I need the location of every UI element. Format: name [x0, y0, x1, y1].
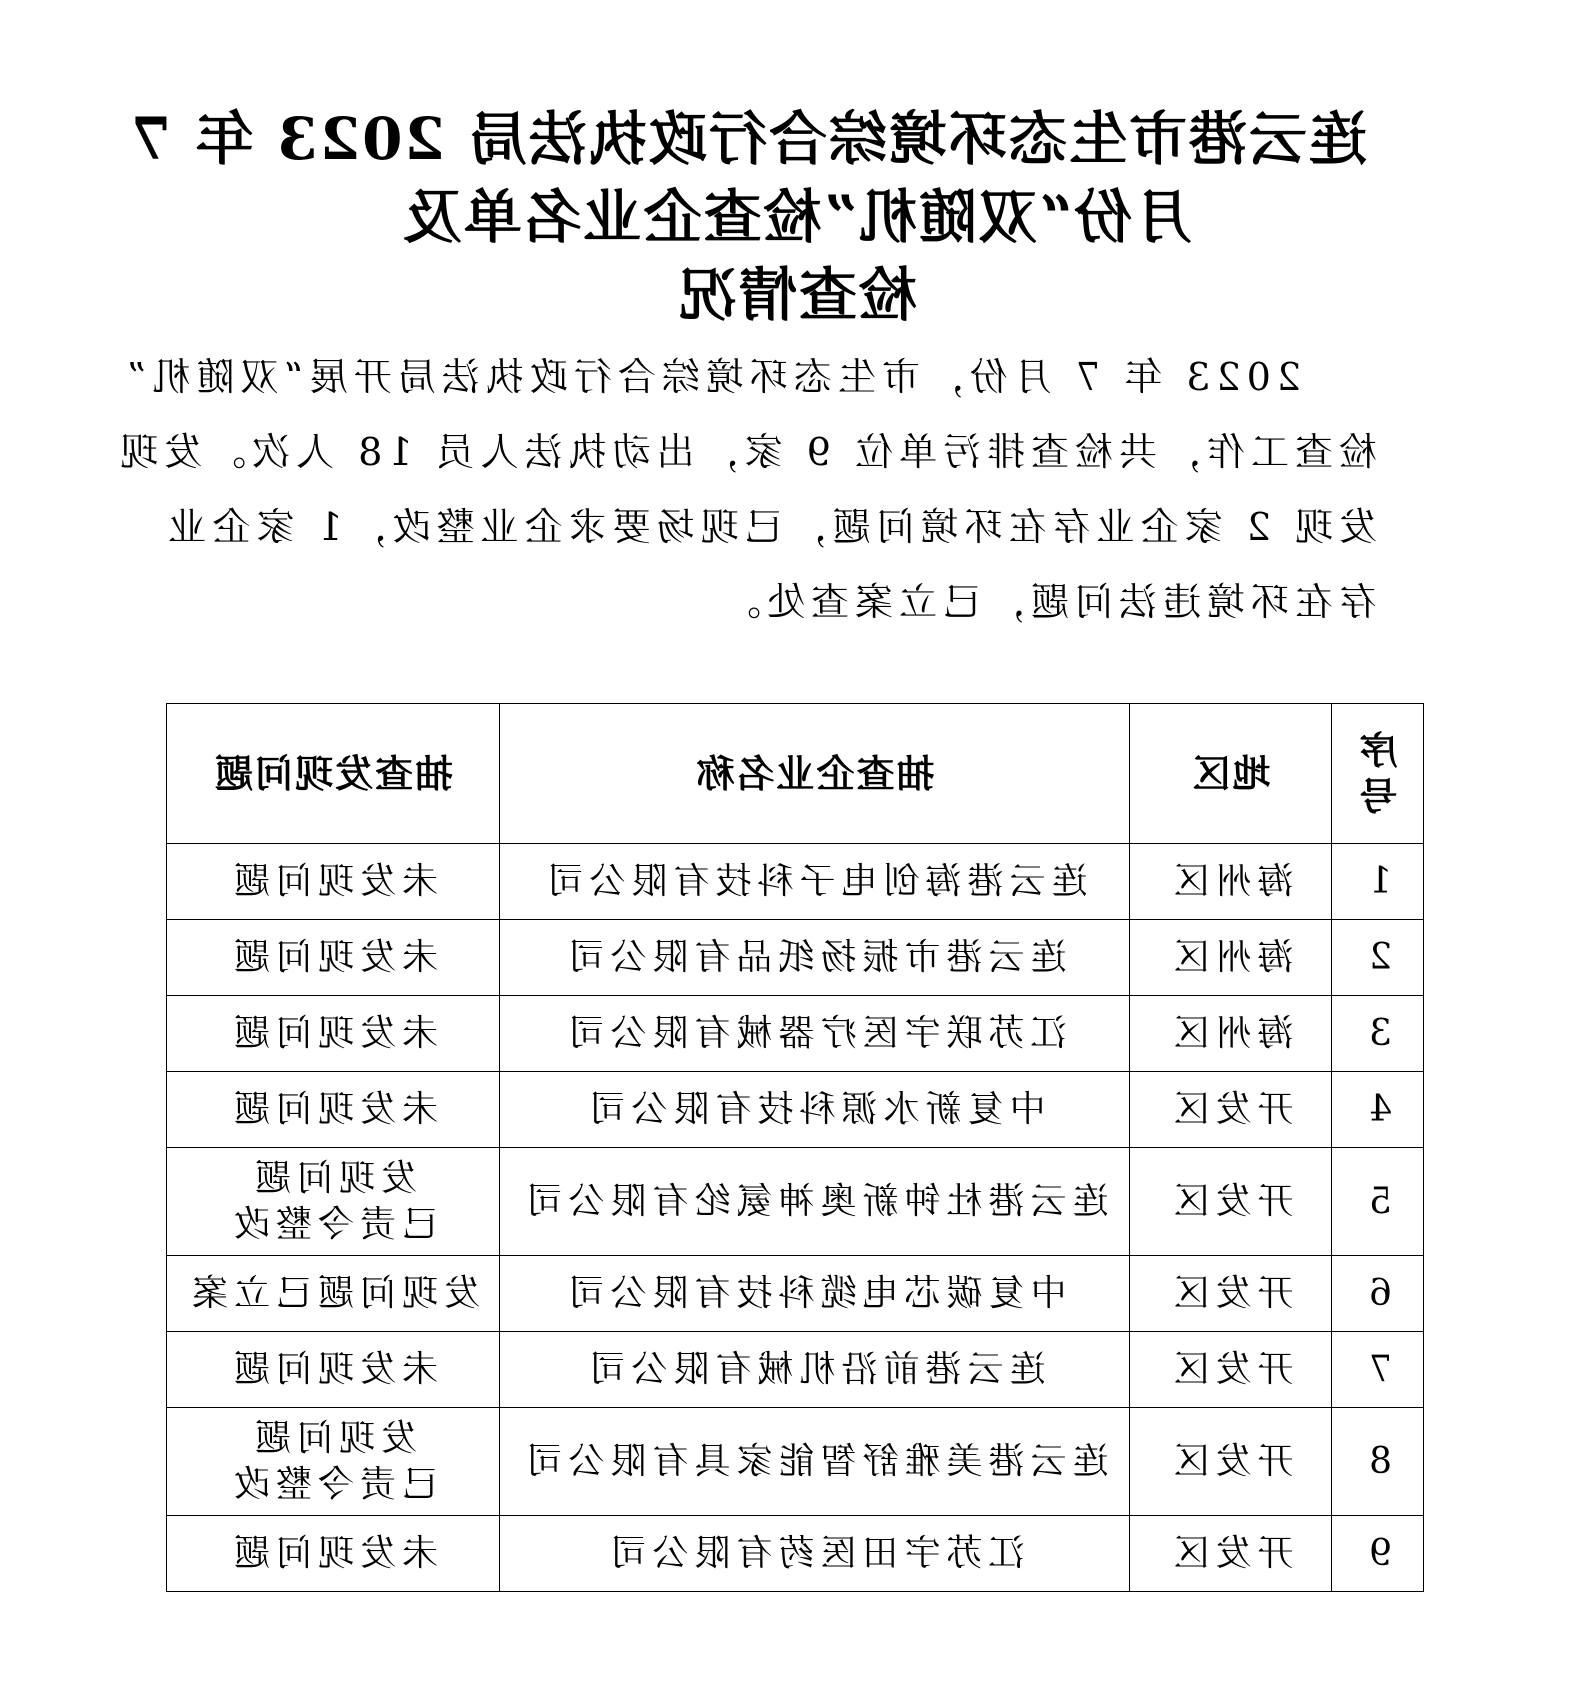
header-issue: 抽查发现问题 [167, 704, 500, 844]
cell-issue-line-2: 已责令整改 [228, 1463, 439, 1505]
summary-line-3: 发现 2 家企业存在环境问题，已现场要求企业整改，1 家企业 [162, 505, 1377, 549]
table-row [167, 920, 1424, 996]
cell-issue-line-2: 已责令整改 [228, 1203, 439, 1245]
cell-issue-line-1: 未发现问题 [228, 1012, 439, 1054]
cell-issue [167, 920, 500, 996]
cell-issue [167, 1516, 500, 1592]
cell-region: 开发区 [1130, 1256, 1332, 1332]
cell-seq: 4 [1332, 1072, 1424, 1148]
table-row [167, 844, 1424, 920]
cell-seq: 6 [1332, 1256, 1424, 1332]
title-line-2: 月份“双随机”检查企业名单及 [401, 183, 1193, 251]
header-seq-line-2: 号 [1357, 774, 1398, 819]
summary-line-1: 2023 年 7 月份，市生态环境综合行政执法局开展“双随机” [121, 355, 1301, 399]
summary-line-2: 检查工作，共检查排污单位 9 家，出动执法人员 18 人次。发现 [114, 430, 1377, 474]
title-line-1: 连云港市生态环境综合行政执法局 2023 年 7 [128, 105, 1367, 173]
cell-region: 开发区 [1130, 1408, 1332, 1516]
header-company: 抽查企业名称 [500, 704, 1130, 844]
cell-issue-line-1: 未发现问题 [228, 1348, 439, 1390]
cell-issue-line-1: 未发现问题 [228, 860, 439, 902]
cell-seq: 5 [1332, 1148, 1424, 1256]
table-row [167, 1148, 1424, 1256]
cell-seq: 7 [1332, 1332, 1424, 1408]
cell-seq: 8 [1332, 1408, 1424, 1516]
cell-seq: 9 [1332, 1516, 1424, 1592]
cell-company: 连云港市振扬纸品有限公司 [500, 920, 1130, 996]
table-header-row [167, 704, 1424, 844]
inspection-table [166, 703, 1424, 1592]
cell-issue-line-1: 发现问题已立案 [186, 1272, 481, 1314]
cell-region: 开发区 [1130, 1072, 1332, 1148]
cell-issue [167, 1256, 500, 1332]
cell-company: 连云港海创电子科技有限公司 [500, 844, 1130, 920]
table-row [167, 996, 1424, 1072]
cell-company: 连云港前沿机械有限公司 [500, 1332, 1130, 1408]
header-seq [1332, 704, 1424, 844]
header-seq-line-1: 序 [1357, 728, 1398, 773]
cell-region: 海州区 [1130, 844, 1332, 920]
table-row [167, 1072, 1424, 1148]
header-region: 地区 [1130, 704, 1332, 844]
cell-seq: 2 [1332, 920, 1424, 996]
table-row [167, 1516, 1424, 1592]
cell-issue-line-1: 未发现问题 [228, 1532, 439, 1574]
cell-issue [167, 1148, 500, 1256]
cell-issue-line-1: 发现问题 [249, 1157, 418, 1199]
cell-company: 连云港杜钟新奥神氨纶有限公司 [500, 1148, 1130, 1256]
cell-region: 海州区 [1130, 996, 1332, 1072]
cell-region: 海州区 [1130, 920, 1332, 996]
cell-region: 开发区 [1130, 1332, 1332, 1408]
cell-issue [167, 1332, 500, 1408]
summary-line-4: 存在环境违法问题，已立案查处。 [716, 580, 1377, 624]
cell-company: 江苏宇田医药有限公司 [500, 1516, 1130, 1592]
cell-issue [167, 1072, 500, 1148]
table-row [167, 1408, 1424, 1516]
table-row [167, 1332, 1424, 1408]
cell-issue-line-1: 发现问题 [249, 1417, 418, 1459]
summary-paragraph [114, 340, 1377, 640]
cell-company: 连云港美雅舒智能家具有限公司 [500, 1408, 1130, 1516]
cell-region: 开发区 [1130, 1148, 1332, 1256]
cell-region: 开发区 [1130, 1516, 1332, 1592]
cell-seq: 3 [1332, 996, 1424, 1072]
cell-company: 中复新水源科技有限公司 [500, 1072, 1130, 1148]
cell-issue [167, 1408, 500, 1516]
cell-company: 江苏联宇医疗器械有限公司 [500, 996, 1130, 1072]
cell-issue-line-1: 未发现问题 [228, 936, 439, 978]
cell-issue-line-1: 未发现问题 [228, 1088, 439, 1130]
cell-company: 中复碳芯电缆科技有限公司 [500, 1256, 1130, 1332]
cell-issue [167, 844, 500, 920]
title-line-3: 检查情况 [677, 261, 918, 329]
cell-issue [167, 996, 500, 1072]
document-title [128, 100, 1367, 334]
table-row [167, 1256, 1424, 1332]
cell-seq: 1 [1332, 844, 1424, 920]
